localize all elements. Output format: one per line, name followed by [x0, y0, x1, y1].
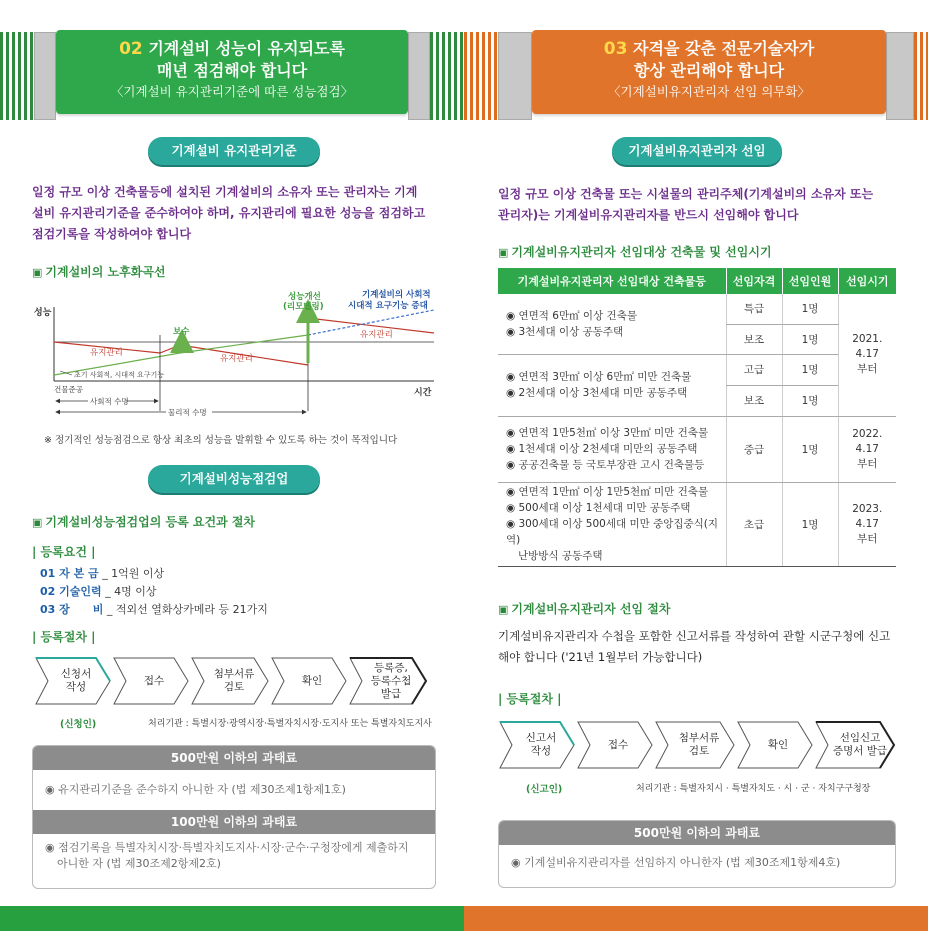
g1-buildings	[498, 294, 726, 354]
social-label-1: 기계설비의 사회적	[362, 290, 431, 300]
g3-grade: 중급	[726, 416, 782, 482]
right-lead-line1: 일정 규모 이상 건축물 또는 시설물의 관리주체(기계설비의 소유자 또는	[498, 187, 874, 201]
right-fine-box	[498, 820, 896, 888]
req-title: | 등록요건 |	[32, 545, 96, 559]
left-header-title2: 매년 점검해야 합니다	[156, 61, 308, 80]
right-fine-body: ◉ 기계설비유지관리자를 선임하지 아니한자 (법 제30조제1항제4호)	[511, 856, 841, 869]
left-step-3: 첨부서류 검토	[213, 668, 255, 693]
left-lead-line1: 일정 규모 이상 건축물등에 설치된 기계설비의 소유자 또는 관리자는 기계	[32, 185, 418, 199]
g2-count-1: 1명	[782, 354, 838, 385]
left-header	[56, 30, 408, 114]
left-stripes-r	[430, 32, 464, 120]
g3-count: 1명	[782, 416, 838, 482]
th-count: 선임인원	[782, 268, 838, 294]
square-icon: ▣	[32, 266, 43, 279]
g4-item-1: ◉ 연면적 1만㎡ 이상 1만5천㎡ 미만 건축물	[506, 486, 709, 498]
g1-count-2: 1명	[782, 324, 838, 354]
proc-sec-title-text: 기계설비유지관리자 선임 절차	[511, 602, 671, 616]
right-header-title2: 항상 관리해야 합니다	[633, 61, 785, 80]
left-fine2-line1: ◉ 점검기록을 특별자치시장·특별자치도지사·시장·군수·구청장에게 제출하지	[45, 841, 409, 854]
left-step-1: 신청서 작성	[60, 668, 92, 693]
g2-buildings	[498, 354, 726, 416]
proc-text	[498, 626, 902, 668]
g3-item-1: ◉ 연면적 1만5천㎡ 이상 3만㎡ 미만 건축물	[506, 427, 709, 439]
right-stripes	[464, 32, 498, 120]
th-building: 기계설비유지관리자 선임대상 건축물등	[498, 268, 726, 294]
g4-item-3: ◉ 300세대 이상 500세대 미만 중앙집중식(지역)	[506, 518, 719, 546]
time-2021-year: 2021.	[852, 333, 883, 346]
left-agency: 처리기관 : 특별시장·광역시장·특별자치시장·도지사 또는 특별자치도지사	[148, 719, 432, 729]
time-2023-date: 4.17	[855, 517, 879, 530]
right-stripes-r	[914, 32, 928, 120]
g1-grade-1: 특급	[726, 294, 782, 324]
square-icon-4: ▣	[498, 603, 509, 616]
req-key-3: 03 장 비	[40, 603, 104, 616]
g3-item-2: ◉ 1천세대 이상 2천세대 미만의 공동주택	[506, 443, 698, 455]
g1-item-2: ◉ 3천세대 이상 공동주택	[506, 325, 624, 338]
g1-grade-2: 보조	[726, 324, 782, 354]
time-2021-date: 4.17	[855, 348, 879, 361]
square-icon-3: ▣	[498, 246, 509, 259]
left-step-2: 접수	[143, 674, 165, 687]
req-key-1: 01 자 본 금	[40, 567, 99, 580]
req-item-1	[40, 565, 268, 583]
right-step-3: 첨부서류 검토	[678, 732, 720, 757]
time-2022	[838, 416, 896, 482]
g2-item-1: ◉ 연면적 3만㎡ 이상 6만㎡ 미만 건축물	[506, 371, 692, 383]
time-2022-from: 부터	[857, 457, 878, 470]
right-lead-line2: 관리자)는 기계설비유지관리자를 반드시 선임해야 합니다	[498, 208, 799, 222]
right-header	[532, 30, 886, 114]
g4-item-2: ◉ 500세대 이상 1천세대 미만 공동주택	[506, 502, 691, 514]
req-list	[40, 565, 268, 619]
table-row	[498, 354, 896, 385]
g4-count: 1명	[782, 482, 838, 566]
time-2022-date: 4.17	[855, 442, 879, 455]
time-2021	[838, 294, 896, 416]
right-step-5: 선임신고 증명서 발급	[832, 732, 888, 757]
g3-item-3: ◉ 공공건축물 등 국토부장관 고시 건축물등	[506, 459, 705, 471]
proc-title-right: | 등록절차 |	[498, 692, 562, 706]
time-2022-year: 2022.	[852, 427, 883, 440]
pill-maintenance-standard: 기계설비 유지관리기준	[148, 137, 320, 165]
right-fine-head: 500만원 이하의 과태료	[499, 821, 895, 845]
bottom-green-bar	[0, 906, 464, 931]
g2-grade-2: 보조	[726, 385, 782, 416]
req-item-3	[40, 601, 268, 619]
left-gray-tab	[34, 32, 56, 120]
g1-item-1: ◉ 연면적 6만㎡ 이상 건축물	[506, 309, 637, 322]
th-grade: 선임자격	[726, 268, 782, 294]
reg-section-title	[32, 513, 255, 530]
improve-label-2: (리모델링)	[283, 302, 324, 312]
left-header-title1: 기계설비 성능이 유지되도록	[148, 39, 345, 58]
proc-title-left: | 등록절차 |	[32, 630, 96, 644]
right-header-title1: 자격을 갖춘 전문기술자가	[633, 39, 815, 58]
pill-inspection-business: 기계설비성능점검업	[148, 465, 320, 493]
proc-text-line1: 기계설비유지관리자 수첩을 포함한 신고서류를 작성하여 관할 시군구청에 신고	[498, 629, 891, 643]
x-axis-label: 시간	[414, 388, 432, 398]
g2-grade-1: 고급	[726, 354, 782, 385]
table-header-row	[498, 268, 896, 294]
social-label-2: 시대적 요구기능 증대	[348, 301, 428, 311]
time-2023-year: 2023.	[852, 502, 883, 515]
table-row	[498, 416, 896, 482]
left-lead-line3: 점검기록을 작성하여야 합니다	[32, 227, 192, 241]
time-2023	[838, 482, 896, 566]
right-header-num: 03	[603, 39, 628, 59]
completion-label: 건물준공	[54, 385, 83, 394]
reg-title-text: 기계설비성능점검업의 등록 요건과 절차	[45, 515, 256, 529]
social-life-label: 사회적 수명	[90, 397, 129, 406]
left-lead	[32, 182, 452, 245]
time-2023-from: 부터	[857, 532, 878, 545]
right-header-sub: 〈기계설비유지관리자 선임 의무화〉	[608, 84, 810, 99]
social-trend-line-2	[180, 335, 308, 353]
left-header-num: 02	[119, 39, 143, 59]
left-header-sub: 〈기계설비 유지관리기준에 따른 성능점검〉	[110, 84, 354, 99]
left-applicant: (신청인)	[60, 719, 97, 730]
req-key-2: 02 기술인력	[40, 585, 102, 598]
left-fine2-body	[33, 834, 435, 878]
left-lead-line2: 설비 유지관리기준을 준수하여야 하며, 유지관리에 필요한 성능을 점검하고	[32, 206, 426, 220]
physical-life-label: 물리적 수명	[168, 408, 207, 417]
aging-curve-diagram	[30, 285, 440, 425]
right-gray-tab	[498, 32, 532, 120]
table-title-text: 기계설비유지관리자 선임대상 건축물 및 선임시기	[511, 245, 772, 259]
req-val-1: _ 1억원 이상	[102, 567, 165, 580]
left-fine1-head: 500만원 이하의 과태료	[33, 746, 435, 770]
left-gray-tab-r	[408, 32, 430, 120]
th-time: 선임시기	[838, 268, 896, 294]
right-lead	[498, 184, 908, 226]
left-step-4: 확인	[301, 674, 323, 687]
g4-item-4: 난방방식 공동주택	[518, 550, 603, 562]
req-val-2: _ 4명 이상	[105, 585, 157, 598]
proc-text-line2: 해야 합니다 ('21년 1월부터 가능합니다)	[498, 650, 703, 664]
curve-section-title	[32, 263, 166, 280]
curve-title-text: 기계설비의 노후화곡선	[45, 265, 166, 279]
left-stripes	[0, 32, 34, 120]
curve-note: ※ 정기적인 성능점검으로 항상 최초의 성능을 발휘할 수 있도록 하는 것이 목적입니다	[44, 435, 398, 446]
boosu-label: 보수	[173, 327, 190, 337]
pill-manager-appointment: 기계설비유지관리자 선임	[612, 137, 782, 165]
right-applicant: (신고인)	[526, 784, 563, 795]
y-axis-label: 성능	[34, 308, 52, 318]
g3-buildings	[498, 416, 726, 482]
right-step-2: 접수	[607, 738, 629, 751]
maint-label-3: 유지관리	[360, 330, 393, 340]
table-row	[498, 482, 896, 566]
maint-label-2: 유지관리	[220, 354, 253, 364]
bottom-orange-bar	[464, 906, 928, 931]
left-fine-box	[32, 745, 436, 889]
req-val-3: _ 적외선 열화상카메라 등 21가지	[106, 603, 268, 616]
initial-requirement-label: 초기 사회적, 시대적 요구기능	[74, 371, 165, 379]
right-step-1: 신고서 작성	[525, 732, 557, 757]
maint-label-1: 유지관리	[90, 348, 123, 358]
req-item-2	[40, 583, 268, 601]
g1-count-1: 1명	[782, 294, 838, 324]
table-section-title	[498, 243, 772, 260]
square-icon-2: ▣	[32, 516, 43, 529]
g4-buildings	[498, 482, 726, 566]
g2-item-2: ◉ 2천세대 이상 3천세대 미만 공동주택	[506, 387, 688, 399]
right-step-4: 확인	[767, 738, 789, 751]
g2-count-2: 1명	[782, 385, 838, 416]
proc-section-title	[498, 600, 670, 617]
improve-label: 성능개선	[288, 292, 321, 302]
left-fine1-body: ◉ 유지관리기준을 준수하지 아니한 자 (법 제30조제1항제1호)	[45, 783, 346, 796]
right-gray-tab-r	[886, 32, 914, 120]
g4-grade: 초급	[726, 482, 782, 566]
left-fine2-head: 100만원 이하의 과태료	[33, 810, 435, 834]
table-row	[498, 294, 896, 324]
time-2021-from: 부터	[857, 363, 878, 376]
left-fine2-line2: 아니한 자 (법 제30조제2항제2호)	[57, 857, 221, 870]
right-agency: 처리기관 : 특별자치시 · 특별자치도 · 시 · 군 · 자치구구청장	[636, 784, 871, 794]
manager-table	[498, 268, 896, 567]
left-step-5: 등록증, 등록수첩 발급	[370, 661, 412, 700]
